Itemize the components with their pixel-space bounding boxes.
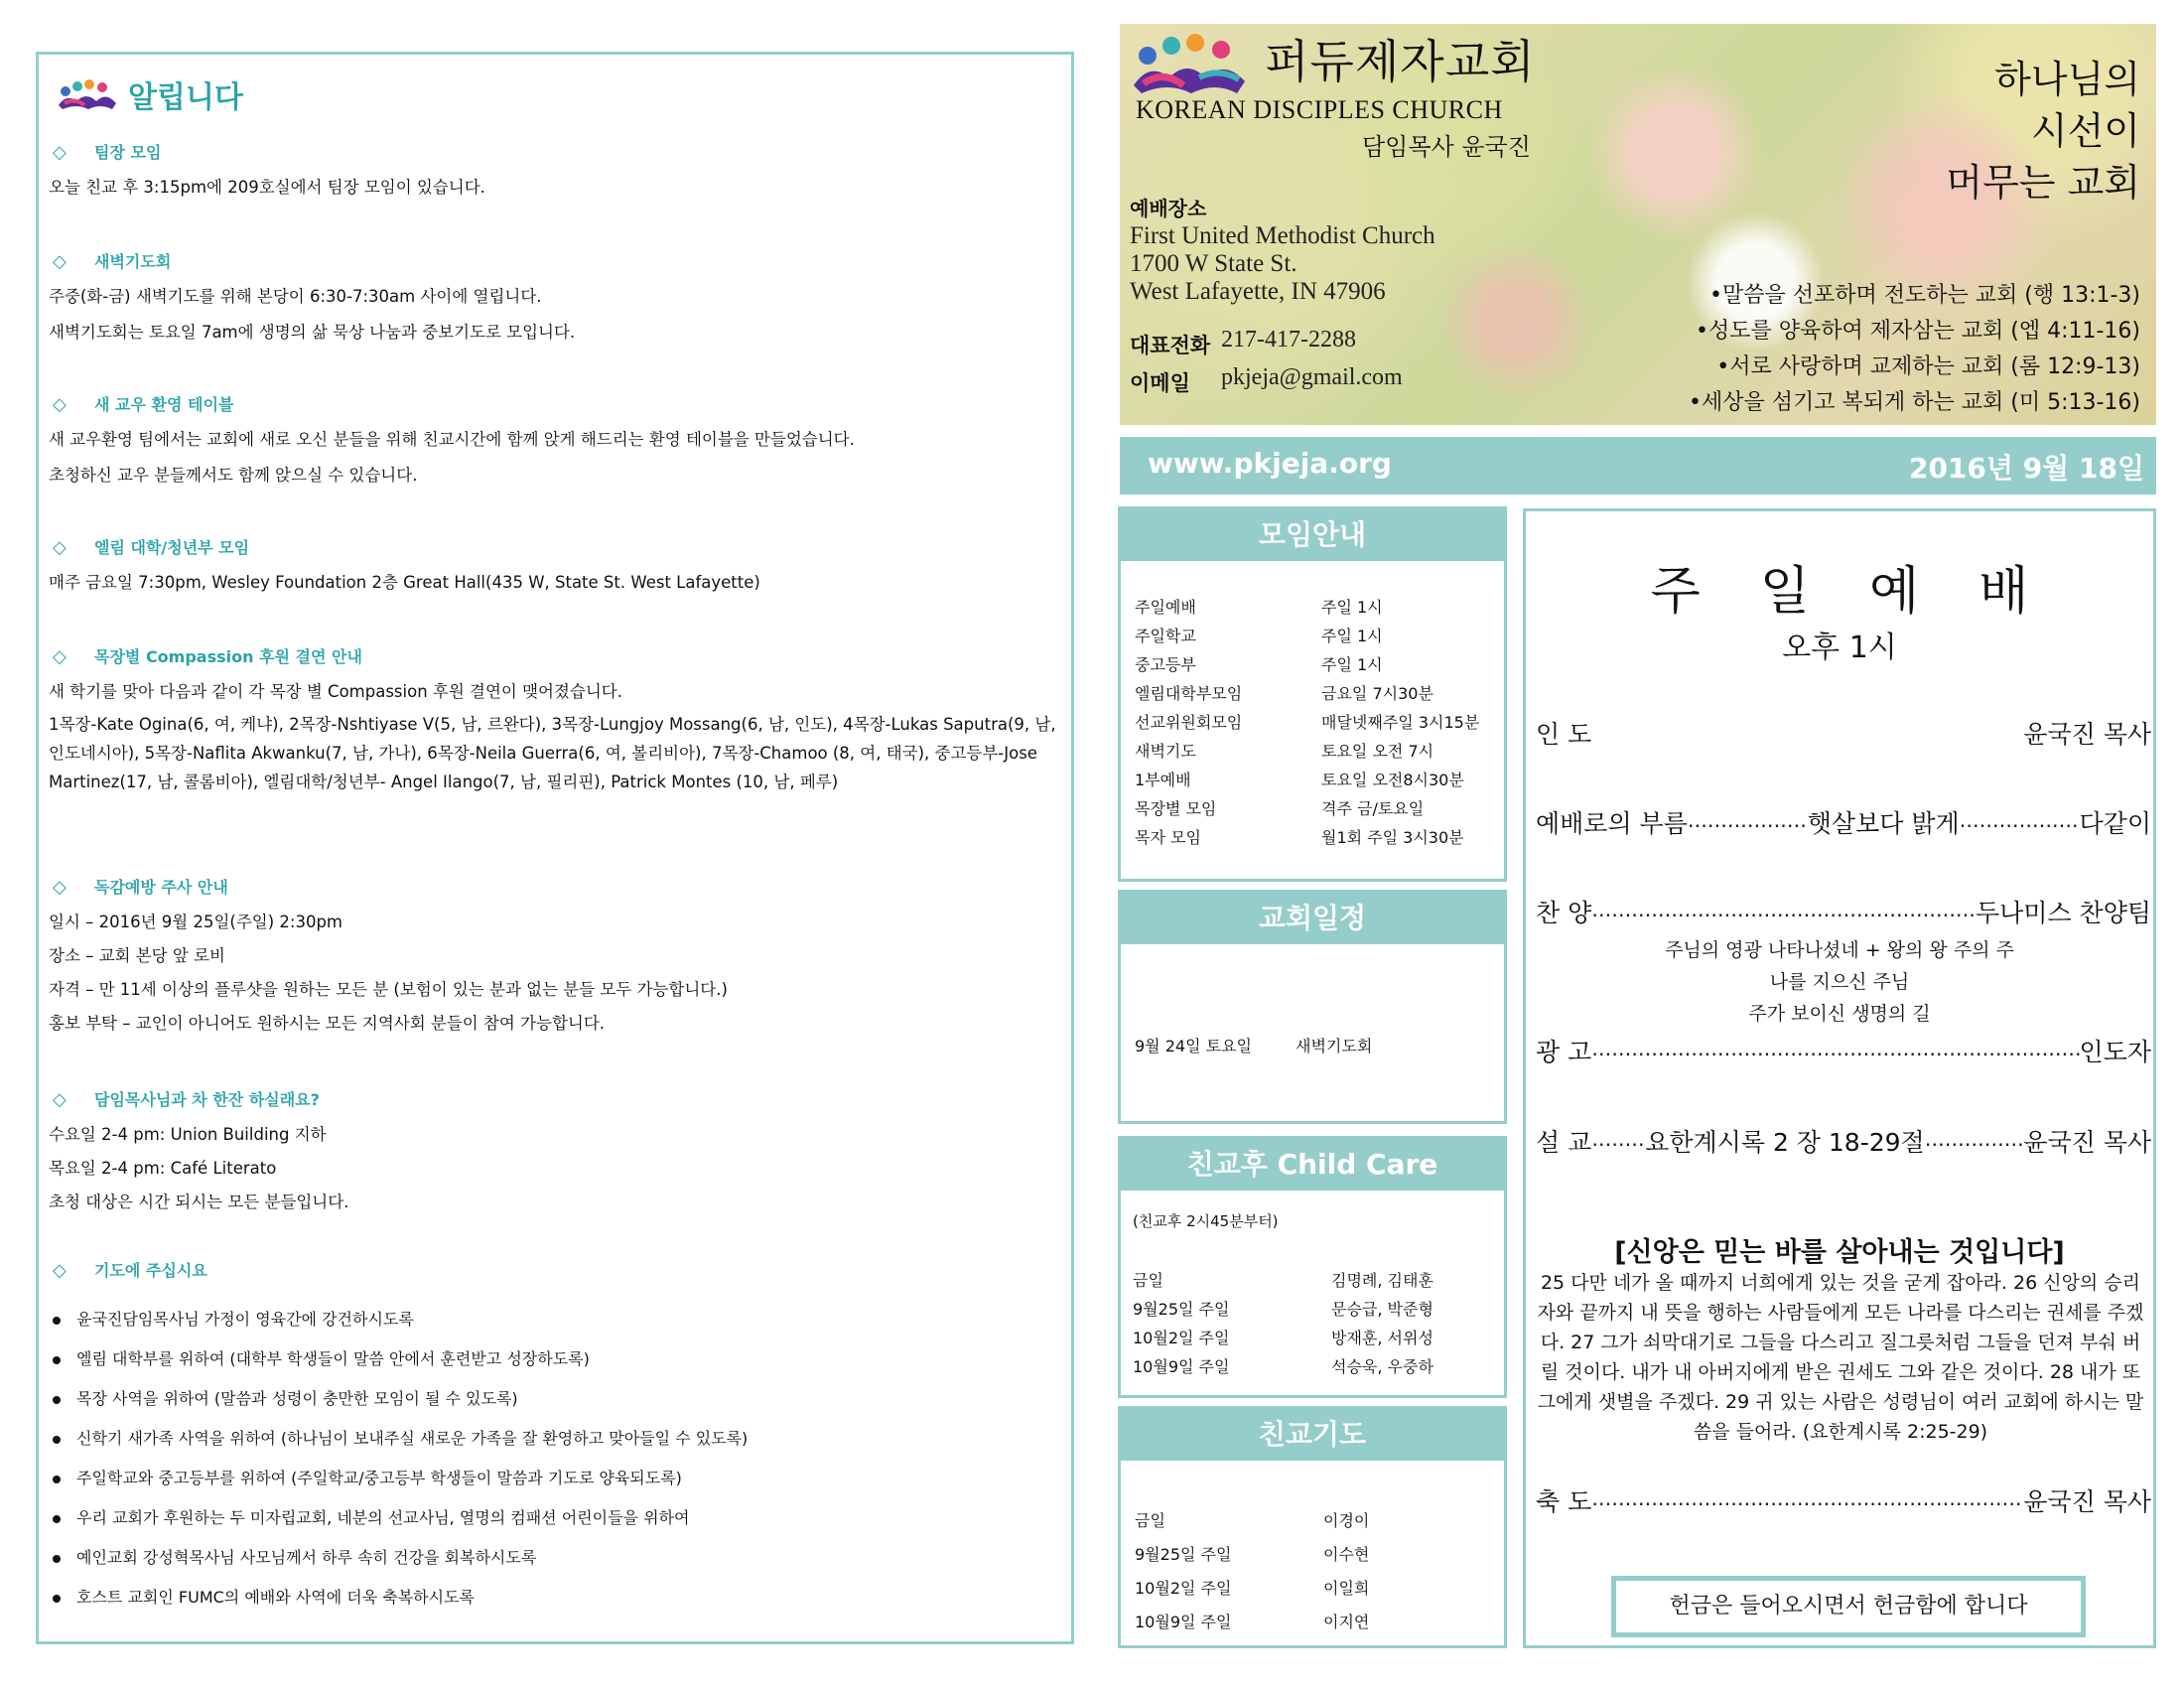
announcement-line: 초청하신 교우 분들께서도 함께 앉으실 수 있습니다. xyxy=(49,466,418,485)
order-leader-dots xyxy=(1591,1123,1645,1159)
announcement-line: 초청 대상은 시간 되시는 모든 분들입니다. xyxy=(49,1193,349,1211)
bullet-dot-icon xyxy=(53,1356,61,1364)
order-leader-dots xyxy=(1960,804,2080,840)
order-invocation xyxy=(1536,715,2151,751)
section-title: ◇ 새 교우 환영 테이블 xyxy=(49,392,1061,418)
mission-statement: •성도를 양육하여 제자삼는 교회 (엡 4:11-16) xyxy=(1696,319,2140,344)
meeting-time: 금요일 7시30분 xyxy=(1321,684,1433,703)
meeting-name: 1부예배 xyxy=(1135,771,1191,789)
meeting-time: 주일 1시 xyxy=(1321,655,1383,674)
announcement-line: 새벽기도회는 토요일 7am에 생명의 삶 묵상 나눔과 중보기도로 모입니다. xyxy=(49,323,576,342)
announcement-line: 홍보 부탁 – 교인이 아니어도 원하시는 모든 지역사회 분들이 참여 가능합니다. xyxy=(49,1014,606,1033)
meeting-name: 엘림대학부모임 xyxy=(1135,684,1243,703)
mission-statement: •말씀을 선포하며 전도하는 교회 (행 13:1-3) xyxy=(1709,283,2140,308)
bullet-dot-icon xyxy=(53,1595,61,1603)
child-care-date: 10월9일 주일 xyxy=(1133,1357,1230,1376)
scripture-text: 25 다만 네가 올 때까지 너희에게 있는 것을 굳게 잡아라. 26 신앙의 승리자와 끝까지 내 뜻을 행하는 사람들에게 모든 나라를 다스리는 권세를 주겠다. 27 그가 쇠막대기로 그들을 다스리고 질그릇처럼 그들을 던져 부숴 버릴 것이다. 내가 내 아버지에게 받은 권세도 그와 같은 것이다. 28 내가 또 그에게 샛별을 주겠다. 29 귀 있는 사람은 성령님이 여러 교회에 하시는 말씀을 들어라. (요한계시록 2:25-29) xyxy=(1537,1272,2144,1443)
meeting-name: 선교위원회모임 xyxy=(1135,713,1243,732)
hymn-title: 나를 지으신 주님 xyxy=(1769,971,1910,993)
announcement-line: 오늘 친교 후 3:15pm에 209호실에서 팀장 모임이 있습니다. xyxy=(49,178,485,197)
child-care-date: 10월2일 주일 xyxy=(1133,1329,1230,1347)
fellowship-prayer-title: 친교기도 xyxy=(1121,1409,1504,1461)
announcement-line: 목요일 2-4 pm: Café Literato xyxy=(49,1159,277,1178)
order-call-to-worship xyxy=(1536,804,2151,840)
hymn-title: 주님의 영광 나타나셨네 + 왕의 왕 주의 주 xyxy=(1665,939,2014,961)
order-leader-dots xyxy=(1925,1123,2024,1159)
prayer-leader: 이수현 xyxy=(1323,1545,1370,1564)
prayer-date: 10월9일 주일 xyxy=(1135,1613,1232,1631)
meeting-name: 주일학교 xyxy=(1135,627,1196,645)
diamond-icon: ◇ xyxy=(53,877,67,898)
bullet-dot-icon xyxy=(53,1436,61,1444)
church-schedule-box xyxy=(1118,890,1507,1124)
diamond-icon: ◇ xyxy=(53,646,67,667)
hymn-title: 주가 보이신 생명의 길 xyxy=(1748,1003,1931,1025)
address-line: First United Methodist Church xyxy=(1130,222,1435,249)
mission-statement: •서로 사랑하며 교제하는 교회 (롬 12:9-13) xyxy=(1716,354,2140,379)
offering-notice: 헌금은 들어오시면서 헌금함에 합니다 xyxy=(1611,1576,2086,1637)
order-value: 다같이 xyxy=(2079,809,2151,838)
sermon-passage: 요한계시록 2 장 18-29절 xyxy=(1645,1128,1925,1157)
order-benediction xyxy=(1536,1482,2151,1518)
order-label: 찬 양 xyxy=(1536,899,1592,927)
announcements-header xyxy=(57,72,243,116)
prayer-bullet: 윤국진담임목사님 가정이 영육간에 강건하시도록 xyxy=(49,1300,1061,1339)
section-title: ◇ 독감예방 주사 안내 xyxy=(49,875,1061,901)
order-value: 윤국진 목사 xyxy=(2023,1128,2151,1157)
order-label: 광 고 xyxy=(1536,1038,1592,1066)
child-care-date: 9월25일 주일 xyxy=(1133,1300,1230,1319)
announcement-line: 수요일 2-4 pm: Union Building 지하 xyxy=(49,1125,327,1144)
diamond-icon: ◇ xyxy=(53,142,67,163)
announcement-line: 새 교우환영 팀에서는 교회에 새로 오신 분들을 위해 친교시간에 함께 앉게 해드리는 환영 테이블을 만들었습니다. xyxy=(49,430,855,449)
schedule-date: 9월 24일 토요일 xyxy=(1135,1037,1252,1055)
child-care-note: (친교후 2시45분부터) xyxy=(1133,1212,1279,1230)
worship-time: 오후 1시 xyxy=(1782,631,1897,665)
order-value: 인도자 xyxy=(2079,1038,2151,1066)
announcement-line: 자격 – 만 11세 이상의 플루샷을 원하는 모든 분 (보험이 있는 분과 없는 분들 모두 가능합니다.) xyxy=(49,980,728,999)
announcement-line: 매주 금요일 7:30pm, Wesley Foundation 2층 Great Hall(435 W, State St. West Lafayette) xyxy=(49,573,760,592)
address-line: 1700 W State St. xyxy=(1130,250,1297,277)
order-leader-dots xyxy=(1591,1033,2079,1068)
announcement-flu-shot xyxy=(49,875,1061,1038)
meeting-name: 새벽기도 xyxy=(1135,742,1196,761)
order-praise xyxy=(1536,894,2151,929)
phone-number: 217-417-2288 xyxy=(1221,327,1356,352)
child-care-volunteers: 문승급, 박준형 xyxy=(1331,1300,1433,1319)
prayer-bullet: 호스트 교회인 FUMC의 예배와 사역에 더욱 축복하시도록 xyxy=(49,1578,1061,1618)
url-date-bar xyxy=(1120,437,2156,494)
prayer-leader: 이경이 xyxy=(1323,1511,1370,1530)
order-value: 두나미스 찬양팀 xyxy=(1976,899,2151,927)
diamond-icon: ◇ xyxy=(53,537,67,558)
announcement-dawn-prayer xyxy=(49,249,1061,347)
church-slogan xyxy=(1946,54,2140,209)
church-name-korean: 퍼듀제자교회 xyxy=(1265,35,1536,88)
meeting-time: 격주 금/토요일 xyxy=(1321,799,1425,818)
order-label: 인 도 xyxy=(1536,720,1592,749)
meetings-title: 모임안내 xyxy=(1121,509,1504,561)
worship-place-label: 예배장소 xyxy=(1130,197,1207,220)
order-label: 설 교 xyxy=(1536,1128,1592,1157)
child-care-volunteers: 방재훈, 서위성 xyxy=(1331,1329,1433,1347)
announcement-line: 새 학기를 맞아 다음과 같이 각 목장 별 Compassion 후원 결연이 맺어졌습니다. xyxy=(49,682,622,701)
announcement-welcome-table xyxy=(49,392,1061,490)
bullet-dot-icon xyxy=(53,1476,61,1483)
prayer-leader: 이일희 xyxy=(1323,1579,1370,1598)
meetings-box xyxy=(1118,506,1507,882)
scripture-title: [신앙은 믿는 바를 살아내는 것입니다] xyxy=(1614,1237,2065,1268)
diamond-icon: ◇ xyxy=(53,1089,67,1110)
phone-label: 대표전화 xyxy=(1130,334,1211,357)
order-leader-dots xyxy=(1688,804,1808,840)
address-line: West Lafayette, IN 47906 xyxy=(1130,278,1386,305)
meeting-time: 주일 1시 xyxy=(1321,627,1383,645)
order-sermon xyxy=(1536,1123,2151,1159)
announcements-panel xyxy=(36,52,1074,1644)
meeting-time: 매달넷째주일 3시15분 xyxy=(1321,713,1480,732)
mission-statement: •세상을 섬기고 복되게 하는 교회 (미 5:13-16) xyxy=(1689,390,2140,415)
slogan-line: 머무는 교회 xyxy=(1946,161,2140,205)
section-title: ◇ 팀장 모임 xyxy=(49,140,1061,166)
schedule-title: 교회일정 xyxy=(1121,893,1504,944)
announcement-line: 주중(화-금) 새벽기도를 위해 본당이 6:30-7:30am 사이에 열립니다. xyxy=(49,287,542,306)
church-banner xyxy=(1120,24,2156,425)
prayer-bullet: 신학기 새가족 사역을 위하여 (하나님이 보내주실 새로운 가족을 잘 환영하고 맞아들일 수 있도록) xyxy=(49,1419,1061,1459)
worship-order-box xyxy=(1523,508,2156,1648)
child-care-date: 금일 xyxy=(1133,1271,1163,1290)
senior-pastor: 담임목사 윤국진 xyxy=(1362,133,1531,161)
schedule-event: 새벽기도회 xyxy=(1296,1037,1373,1055)
meeting-name: 중고등부 xyxy=(1135,655,1196,674)
prayer-bullet-list xyxy=(49,1300,1061,1618)
announcement-line: 장소 – 교회 본당 앞 로비 xyxy=(49,946,225,965)
fellowship-prayer-box xyxy=(1118,1406,1507,1648)
email-address: pkjeja@gmail.com xyxy=(1221,364,1403,390)
email-label: 이메일 xyxy=(1130,371,1190,395)
bullet-dot-icon xyxy=(53,1515,61,1523)
child-care-volunteers: 석승욱, 우중하 xyxy=(1331,1357,1433,1376)
slogan-line: 하나님의 xyxy=(1994,58,2140,101)
announcement-line: 일시 – 2016년 9월 25일(주일) 2:30pm xyxy=(49,913,343,931)
bullet-dot-icon xyxy=(53,1317,61,1325)
announcement-compassion xyxy=(49,644,1061,796)
bullet-dot-icon xyxy=(53,1555,61,1563)
meeting-time: 주일 1시 xyxy=(1321,598,1383,617)
website-url[interactable]: www.pkjeja.org xyxy=(1148,447,1392,480)
prayer-date: 금일 xyxy=(1135,1511,1165,1530)
section-title: ◇ 엘림 대학/청년부 모임 xyxy=(49,535,1061,561)
child-care-box xyxy=(1118,1136,1507,1398)
announcement-prayer-requests xyxy=(49,1258,1061,1618)
prayer-bullet: 엘림 대학부를 위하여 (대학부 학생들이 말씀 안에서 훈련받고 성장하도록) xyxy=(49,1339,1061,1379)
prayer-leader: 이지연 xyxy=(1323,1613,1370,1631)
diamond-icon: ◇ xyxy=(53,394,67,415)
bulletin-date: 2016년 9월 18일 xyxy=(1908,452,2144,485)
announcement-elim-youth xyxy=(49,535,1061,597)
order-leader-dots xyxy=(1591,1482,2023,1518)
meeting-time: 토요일 오전8시30분 xyxy=(1321,771,1464,789)
meeting-name: 목자 모임 xyxy=(1135,828,1201,847)
order-song: 햇살보다 밝게 xyxy=(1807,809,1960,838)
church-name-english: KOREAN DISCIPLES CHURCH xyxy=(1136,95,1503,124)
worship-title: 주일예배 xyxy=(1650,562,2089,622)
meeting-time: 월1회 주일 3시30분 xyxy=(1321,828,1464,847)
slogan-line: 시선이 xyxy=(2030,109,2140,153)
bullet-dot-icon xyxy=(53,1396,61,1404)
order-announcements xyxy=(1536,1033,2151,1068)
church-logo-icon xyxy=(1130,30,1249,99)
section-title: ◇ 담임목사님과 차 한잔 하실래요? xyxy=(49,1087,1061,1113)
child-care-title: 친교후 Child Care xyxy=(1121,1139,1504,1191)
section-title: ◇ 기도에 주십시요 xyxy=(49,1258,1061,1284)
order-value: 윤국진 목사 xyxy=(2023,1487,2151,1516)
announcements-title: 알립니다 xyxy=(128,80,243,115)
child-care-volunteers: 김명례, 김태훈 xyxy=(1331,1271,1433,1290)
order-value: 윤국진 목사 xyxy=(2023,720,2151,749)
meeting-name: 목장별 모임 xyxy=(1135,799,1217,818)
section-title: ◇ 목장별 Compassion 후원 결연 안내 xyxy=(49,644,1061,670)
meeting-name: 주일예배 xyxy=(1135,598,1196,617)
prayer-bullet: 예인교회 강성혁목사님 사모님께서 하루 속히 건강을 회복하시도록 xyxy=(49,1538,1061,1578)
church-logo-icon xyxy=(57,75,118,113)
order-label: 예배로의 부름 xyxy=(1536,809,1688,838)
prayer-date: 9월25일 주일 xyxy=(1135,1545,1232,1564)
order-leader-dots xyxy=(1591,894,1976,929)
prayer-bullet: 주일학교와 중고등부를 위하여 (주일학교/중고등부 학생들이 말씀과 기도로 양육되도록) xyxy=(49,1459,1061,1498)
announcement-team-leaders xyxy=(49,140,1061,202)
prayer-date: 10월2일 주일 xyxy=(1135,1579,1232,1598)
compassion-list: 1목장-Kate Ogina(6, 여, 케냐), 2목장-Nshtiyase V(5, 남, 르완다), 3목장-Lungjoy Mossang(6, 남, 인도), 4목장-Lukas Saputra(9, 남, 인도네시아), 5목장-Naflita Akwanku(7, 남, 가나), 6목장-Neila Guerra(6, 여, 볼리비아), 7목장-Chamoo (8, 여, 태국), 중고등부-Jose Martinez(17, 남, 콜롬비아), 엘림대학/청년부- Angel Ilango(7, 남, 필리핀), Patrick Montes (10, 남, 페루) xyxy=(49,715,1056,791)
order-label: 축 도 xyxy=(1536,1487,1592,1516)
prayer-bullet: 목장 사역을 위하여 (말씀과 성령이 충만한 모임이 될 수 있도록) xyxy=(49,1379,1061,1419)
announcement-tea-time xyxy=(49,1087,1061,1216)
diamond-icon: ◇ xyxy=(53,1260,67,1281)
diamond-icon: ◇ xyxy=(53,251,67,272)
section-title: ◇ 새벽기도회 xyxy=(49,249,1061,275)
prayer-bullet: 우리 교회가 후원하는 두 미자립교회, 네분의 선교사님, 열명의 컴패션 어린이들을 위하여 xyxy=(49,1498,1061,1538)
meeting-time: 토요일 오전 7시 xyxy=(1321,742,1434,761)
